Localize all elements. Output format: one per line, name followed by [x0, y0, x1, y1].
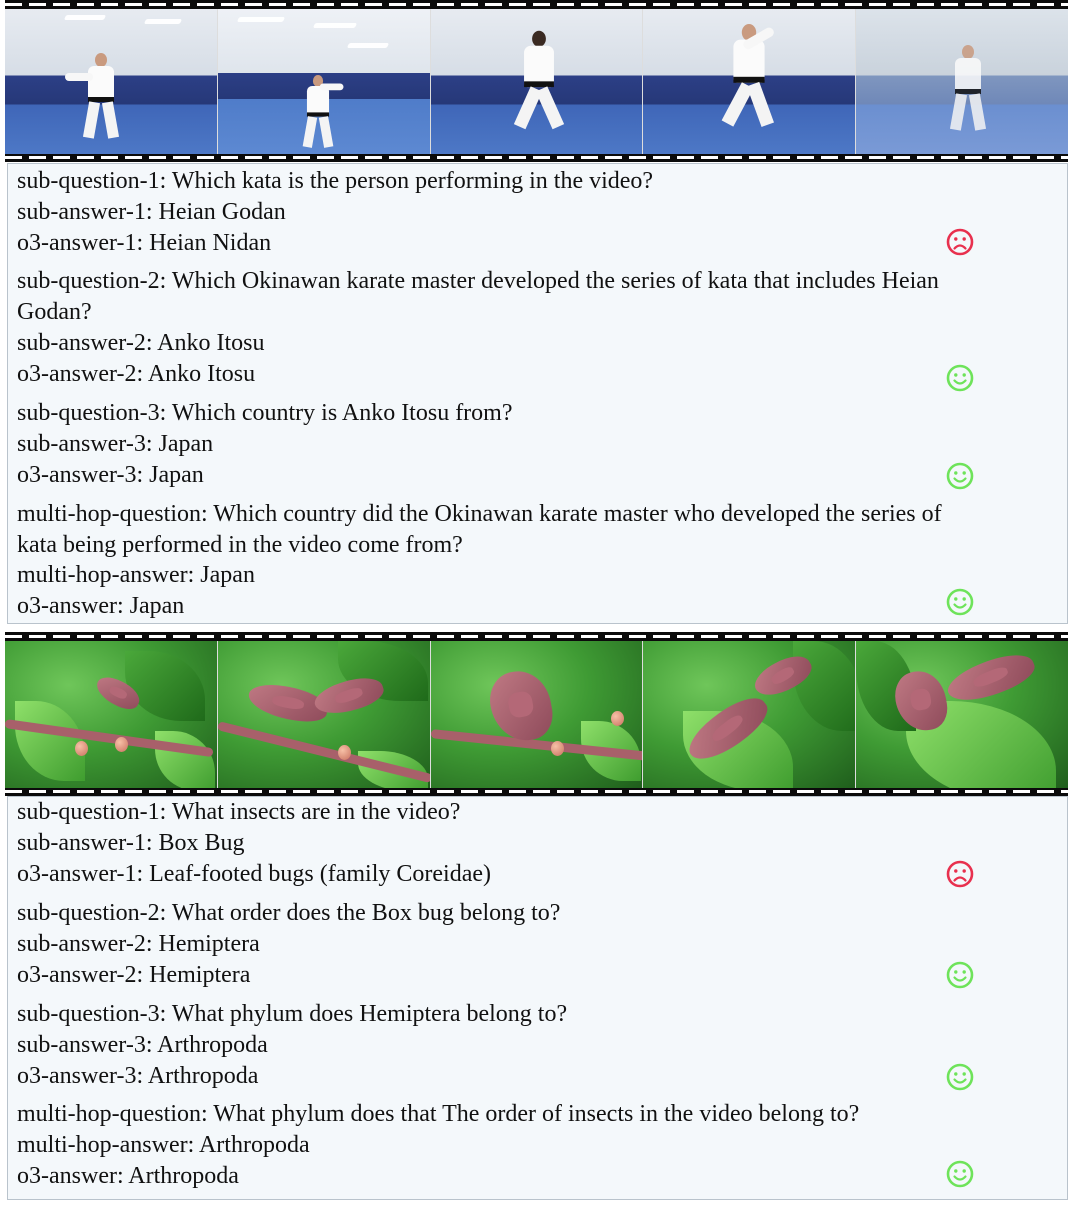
video-frame: [856, 9, 1068, 154]
video-filmstrip-karate: [5, 0, 1068, 162]
film-perforation: [5, 635, 1068, 638]
sub-question-3: sub-question-3: Which country is Anko Itosu from?: [17, 400, 513, 426]
video-frame: [5, 641, 217, 788]
o3-answer-2: o3-answer-2: Hemiptera: [17, 962, 251, 988]
video-frame: [431, 641, 643, 788]
film-perforation: [5, 3, 1068, 6]
sub-answer-3: sub-answer-3: Arthropoda: [17, 1032, 268, 1058]
sub-answer-2: sub-answer-2: Hemiptera: [17, 931, 260, 957]
multi-hop-answer: multi-hop-answer: Japan: [17, 562, 255, 588]
sub-answer-1: sub-answer-1: Box Bug: [17, 830, 245, 856]
qa-panel-insects: [7, 796, 1068, 1200]
o3-answer-1: o3-answer-1: Heian Nidan: [17, 230, 272, 256]
smiley-face-icon: [946, 961, 974, 989]
qa-panel-karate: [7, 163, 1068, 624]
smiley-face-icon: [946, 364, 974, 392]
video-frame: [643, 9, 855, 154]
smiley-face-icon: [946, 588, 974, 616]
o3-answer-3: o3-answer-3: Arthropoda: [17, 1063, 259, 1089]
sub-question-1: sub-question-1: Which kata is the person performing in the video?: [17, 168, 654, 194]
karateka-figure: [71, 53, 131, 143]
sub-question-3: sub-question-3: What phylum does Hemiptera belong to?: [17, 1001, 568, 1027]
o3-answer: o3-answer: Arthropoda: [17, 1163, 239, 1189]
multi-hop-question: multi-hop-question: Which country did the Okinawan karate master who developed the series of kata being performed in the video come from?: [17, 501, 942, 558]
film-perforation: [5, 790, 1068, 793]
sub-question-2: sub-question-2: What order does the Box bug belong to?: [17, 900, 561, 926]
karateka-figure: [938, 45, 998, 145]
video-filmstrip-insects: [5, 632, 1068, 796]
smiley-face-icon: [946, 462, 974, 490]
o3-answer-3: o3-answer-3: Japan: [17, 462, 204, 488]
film-perforation: [5, 156, 1068, 159]
karateka-figure: [713, 24, 785, 154]
multi-hop-question: multi-hop-question: What phylum does that The order of insects in the video belong to?: [17, 1101, 860, 1127]
sub-question-1: sub-question-1: What insects are in the video?: [17, 799, 461, 825]
video-frame: [643, 641, 855, 788]
video-frame: [5, 9, 217, 154]
sub-question-2: sub-question-2: Which Okinawan karate master developed the series of kata that includes Heian Godan?: [17, 268, 939, 325]
sub-answer-3: sub-answer-3: Japan: [17, 431, 214, 457]
video-frame: [218, 9, 430, 154]
o3-answer: o3-answer: Japan: [17, 593, 185, 619]
o3-answer-1: o3-answer-1: Leaf-footed bugs (family Coreidae): [17, 861, 491, 887]
sub-answer-2: sub-answer-2: Anko Itosu: [17, 330, 265, 356]
multi-hop-answer: multi-hop-answer: Arthropoda: [17, 1132, 310, 1158]
smiley-face-icon: [946, 1160, 974, 1188]
o3-answer-2: o3-answer-2: Anko Itosu: [17, 361, 256, 387]
sad-face-icon: [946, 860, 974, 888]
video-frame: [218, 641, 430, 788]
video-frame: [856, 641, 1068, 788]
karateka-figure: [294, 75, 342, 143]
smiley-face-icon: [946, 1063, 974, 1091]
karateka-figure: [504, 31, 573, 154]
sub-answer-1: sub-answer-1: Heian Godan: [17, 199, 286, 225]
video-frame: [431, 9, 643, 154]
sad-face-icon: [946, 228, 974, 256]
